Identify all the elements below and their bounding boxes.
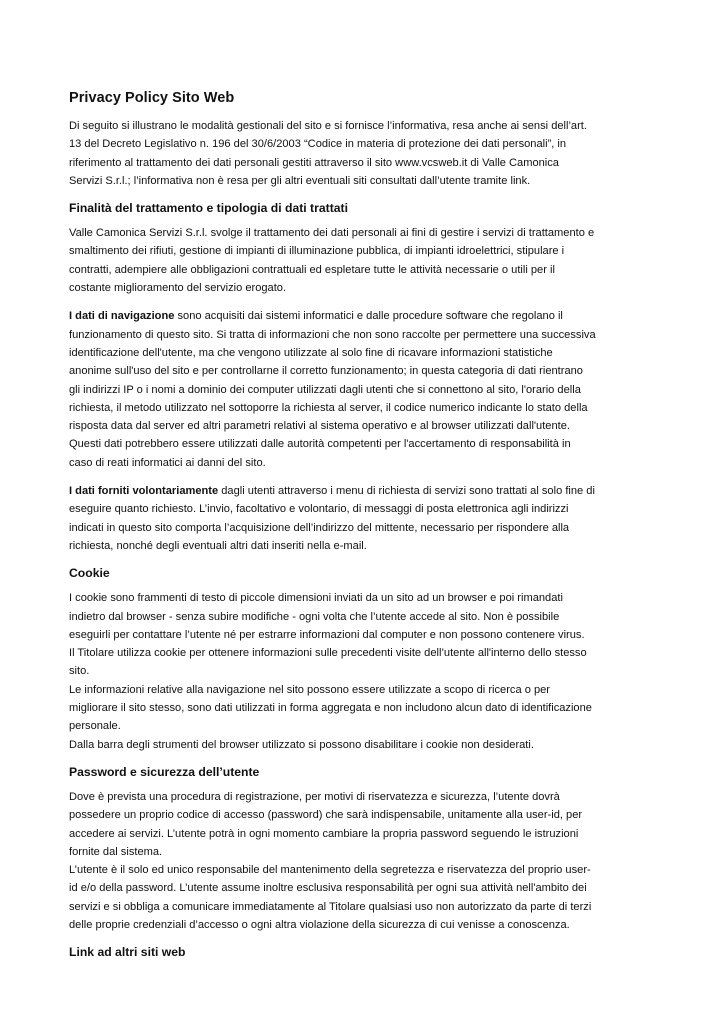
intro-line: riferimento al trattamento dei dati personali gestiti attraverso il sito www.vcsweb.it di Valle Camonica bbox=[69, 156, 559, 169]
navigation-data-text: sono acquisiti dai sistemi informatici e dalle procedure software che regolano il bbox=[174, 310, 563, 323]
paragraph-line: Dalla barra degli strumenti del browser utilizzato si possono disabilitare i cookie non desiderati. bbox=[69, 738, 534, 751]
section-heading-password: Password e sicurezza dell’utente bbox=[69, 764, 260, 779]
paragraph-line: indicati in questo sito comporta l’acquisizione dell’indirizzo del mittente, necessario per rispondere alla bbox=[69, 521, 570, 534]
paragraph-line: eseguirli per contattare l’utente né per estrarre informazioni dal computer e non possono contenere virus. bbox=[69, 628, 585, 641]
paragraph-line: anonime sull'uso del sito e per controllarne il corretto funzionamento; in questa categoria di dati rientrano bbox=[69, 365, 583, 378]
paragraph-line: Valle Camonica Servizi S.r.l. svolge il trattamento dei dati personali ai fini di gestire i servizi di trattamento e bbox=[69, 227, 595, 240]
paragraph-line: fornite dal sistema. bbox=[69, 845, 163, 858]
paragraph-line: indietro dal browser - senza subire modifiche - ogni volta che l’utente accede al sito. Non è possibile bbox=[69, 610, 560, 623]
intro-line: 13 del Decreto Legislativo n. 196 del 30/6/2003 “Codice in materia di protezione dei dati personali”, in bbox=[69, 138, 567, 151]
paragraph-line: richiesta, il metodo utilizzato nel sottoporre la richiesta al server, il codice numerico indicante lo stato della bbox=[69, 401, 588, 414]
document-title: Privacy Policy Sito Web bbox=[69, 90, 235, 106]
paragraph-line bbox=[69, 307, 659, 325]
paragraph-line: smaltimento dei rifiuti, gestione di impianti di illuminazione pubblica, di impianti idroelettrici, stipulare i bbox=[69, 245, 565, 258]
finalita-paragraph bbox=[69, 224, 659, 297]
intro-paragraph bbox=[69, 117, 659, 190]
paragraph-line: possedere un proprio codice di accesso (password) che sarà indispensabile, unitamente alla user-id, per bbox=[69, 809, 583, 822]
intro-line: Servizi S.r.l.; l’informativa non è resa per gli altri eventuali siti consultati dall’utente tramite link. bbox=[69, 174, 531, 187]
paragraph-line: Dove è prevista una procedura di registrazione, per motivi di riservatezza e sicurezza, l’utente dovrà bbox=[69, 790, 560, 803]
voluntary-data-text: dagli utenti attraverso i menu di richiesta di servizi sono trattati al solo fine di bbox=[218, 485, 595, 498]
paragraph-line: servizi e si obbliga a comunicare immediatamente al Titolare qualsiasi uso non autorizzato da parte di terzi bbox=[69, 900, 592, 913]
paragraph-line: Le informazioni relative alla navigazione nel sito possono essere utilizzate a scopo di ricerca o per bbox=[69, 683, 550, 696]
section-heading-links: Link ad altri siti web bbox=[69, 945, 186, 960]
document-page bbox=[69, 88, 659, 968]
section-heading-cookie: Cookie bbox=[69, 566, 110, 581]
paragraph-line: eseguire quanto richiesto. L’invio, facoltativo e volontario, di messaggi di posta elettronica agli indirizzi bbox=[69, 503, 569, 516]
paragraph-line: contratti, adempiere alle obbligazioni contrattuali ed espletare tutte le attività necessarie o utili per il bbox=[69, 263, 555, 276]
voluntary-data-paragraph bbox=[69, 482, 659, 555]
intro-line: Di seguito si illustrano le modalità gestionali del sito e si fornisce l’informativa, resa anche ai sensi dell’art. bbox=[69, 120, 587, 132]
paragraph-line: L’utente è il solo ed unico responsabile del mantenimento della segretezza e riservatezza del proprio user- bbox=[69, 864, 591, 877]
paragraph-line: accedere ai servizi. L’utente potrà in ogni momento cambiare la propria password seguendo le istruzioni bbox=[69, 827, 579, 840]
paragraph-line: funzionamento di questo sito. Si tratta di informazioni che non sono raccolte per permettere una successiva bbox=[69, 328, 596, 341]
paragraph-line: richiesta, nonché degli eventuali altri dati inseriti nella e-mail. bbox=[69, 539, 367, 552]
paragraph-line: gli indirizzi IP o i nomi a dominio dei computer utilizzati dagli utenti che si connettono al sito, l'orario della bbox=[69, 383, 581, 396]
cookie-paragraph bbox=[69, 589, 659, 754]
paragraph-line: delle proprie credenziali d’accesso o ogni altra violazione della sicurezza di cui venisse a conoscenza. bbox=[69, 918, 570, 931]
password-paragraph bbox=[69, 788, 659, 934]
paragraph-line bbox=[69, 482, 659, 500]
paragraph-line: I cookie sono frammenti di testo di piccole dimensioni inviati da un sito ad un browser e poi rimandati bbox=[69, 592, 563, 605]
paragraph-line: Questi dati potrebbero essere utilizzati dalle autorità competenti per l'accertamento di responsabilità in bbox=[69, 438, 571, 451]
paragraph-line: identificazione dell'utente, ma che vengono utilizzate al solo fine di ricavare informazioni statistiche bbox=[69, 346, 553, 359]
section-heading-finalita: Finalità del trattamento e tipologia di dati trattati bbox=[69, 201, 348, 216]
navigation-data-label: I dati di navigazione bbox=[69, 310, 175, 323]
paragraph-line: Il Titolare utilizza cookie per ottenere informazioni sulle precedenti visite dell’utente all'interno dello stesso bbox=[69, 647, 587, 660]
paragraph-line: id e/o della password. L’utente assume inoltre esclusiva responsabilità per ogni sua attività nell'ambito dei bbox=[69, 882, 587, 895]
paragraph-line: costante miglioramento del servizio erogato. bbox=[69, 282, 287, 295]
paragraph-line: risposta data dal server ed altri parametri relativi al sistema operativo e al browser utilizzati dall'utente. bbox=[69, 420, 570, 433]
paragraph-line: personale. bbox=[69, 720, 121, 733]
paragraph-line: sito. bbox=[69, 665, 90, 678]
voluntary-data-label: I dati forniti volontariamente bbox=[69, 485, 219, 498]
paragraph-line: migliorare il sito stesso, sono dati utilizzati in forma aggregata e non includono alcun dato di identificazione bbox=[69, 702, 592, 715]
paragraph-line: caso di reati informatici ai danni del sito. bbox=[69, 456, 266, 469]
navigation-data-paragraph bbox=[69, 307, 659, 472]
